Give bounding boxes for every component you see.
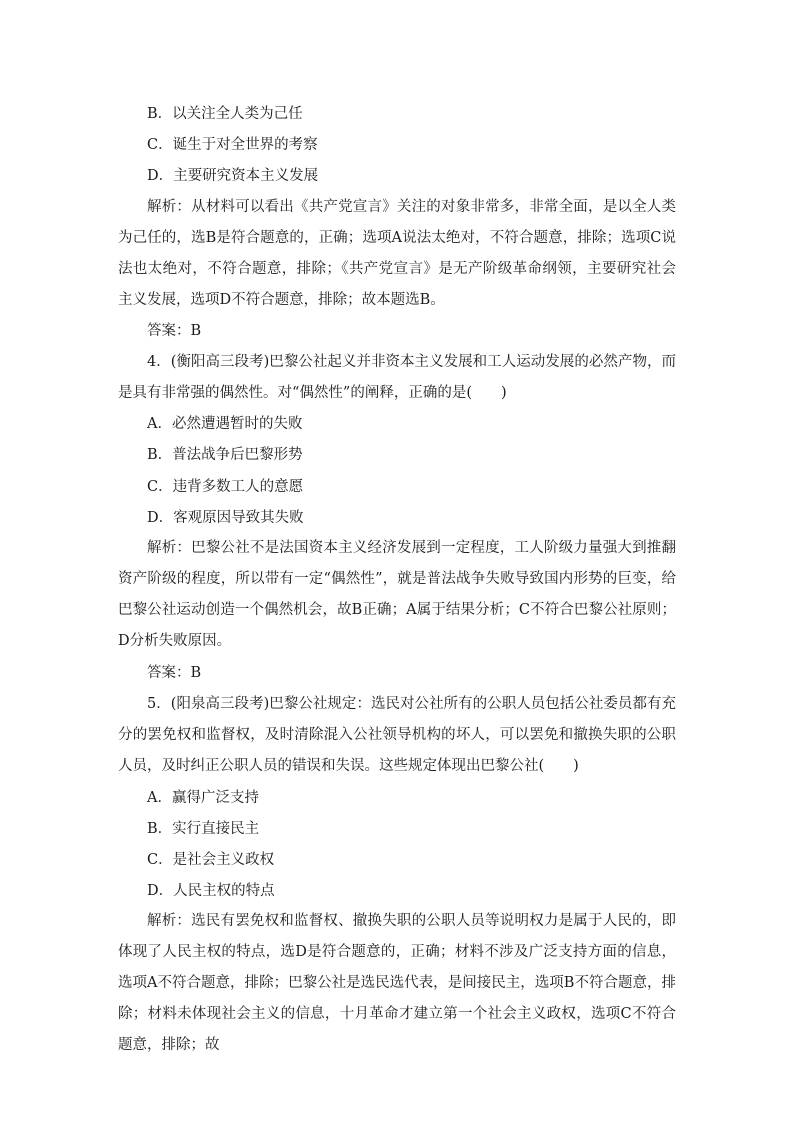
- q4-option-a: A．必然遭遇暂时的失败: [147, 416, 303, 432]
- q5-option-a: A．赢得广泛支持: [147, 790, 259, 806]
- q3-option-d: D．主要研究资本主义发展: [147, 168, 319, 184]
- q5-stem: 5．(阳泉高三段考)巴黎公社规定：选民对公社所有的公职人员包括公社委员都有充分的罢免权和监督权，及时清除混入公社领导机构的坏人，可以罢免和撤换失职的公职人员，及时纠正公职人员的错误和失误。这些规定体现出巴黎公社( ): [118, 696, 676, 774]
- q4-option-d: D．客观原因导致其失败: [147, 510, 304, 526]
- q3-option-c: C．诞生于对全世界的考察: [147, 137, 318, 153]
- q5-analysis: 解析：选民有罢免权和监督权、撤换失职的公职人员等说明权力是属于人民的，即体现了人民主权的特点，选D是符合题意的，正确；材料不涉及广泛支持方面的信息，选项A不符合题意，排除；巴黎公社是选民选代表，是间接民主，选项B不符合题意，排除；材料未体现社会主义的信息，十月革命才建立第一个社会主义政权，选项C不符合题意，排除；故: [118, 913, 676, 1053]
- q4-option-b: B．普法战争后巴黎形势: [147, 447, 303, 463]
- q4-option-c: C．违背多数工人的意愿: [147, 479, 304, 495]
- q3-answer: 答案：B: [147, 323, 202, 339]
- q4-answer: 答案：B: [147, 665, 202, 681]
- q5-option-c: C．是社会主义政权: [147, 852, 275, 868]
- q3-option-b: B．以关注全人类为己任: [147, 106, 303, 122]
- q4-stem: 4．(衡阳高三段考)巴黎公社起义并非资本主义发展和工人运动发展的必然产物，而是具有非常强的偶然性。对“偶然性”的阐释，正确的是( ): [118, 354, 676, 401]
- q5-option-d: D．人民主权的特点: [147, 883, 275, 899]
- q5-option-b: B．实行直接民主: [147, 821, 260, 837]
- q4-analysis: 解析：巴黎公社不是法国资本主义经济发展到一定程度，工人阶级力量强大到推翻资产阶级的程度，所以带有一定“偶然性”，就是普法战争失败导致国内形势的巨变，给巴黎公社运动创造一个偶然机会，故B正确；A属于结果分析；C不符合巴黎公社原则；D分析失败原因。: [118, 540, 676, 649]
- q3-analysis: 解析：从材料可以看出《共产党宣言》关注的对象非常多，非常全面，是以全人类为己任的，选B是符合题意的，正确；选项A说法太绝对，不符合题意，排除；选项C说法也太绝对，不符合题意，排除；《共产党宣言》是无产阶级革命纲领，主要研究社会主义发展，选项D不符合题意，排除；故本题选B。: [118, 199, 676, 308]
